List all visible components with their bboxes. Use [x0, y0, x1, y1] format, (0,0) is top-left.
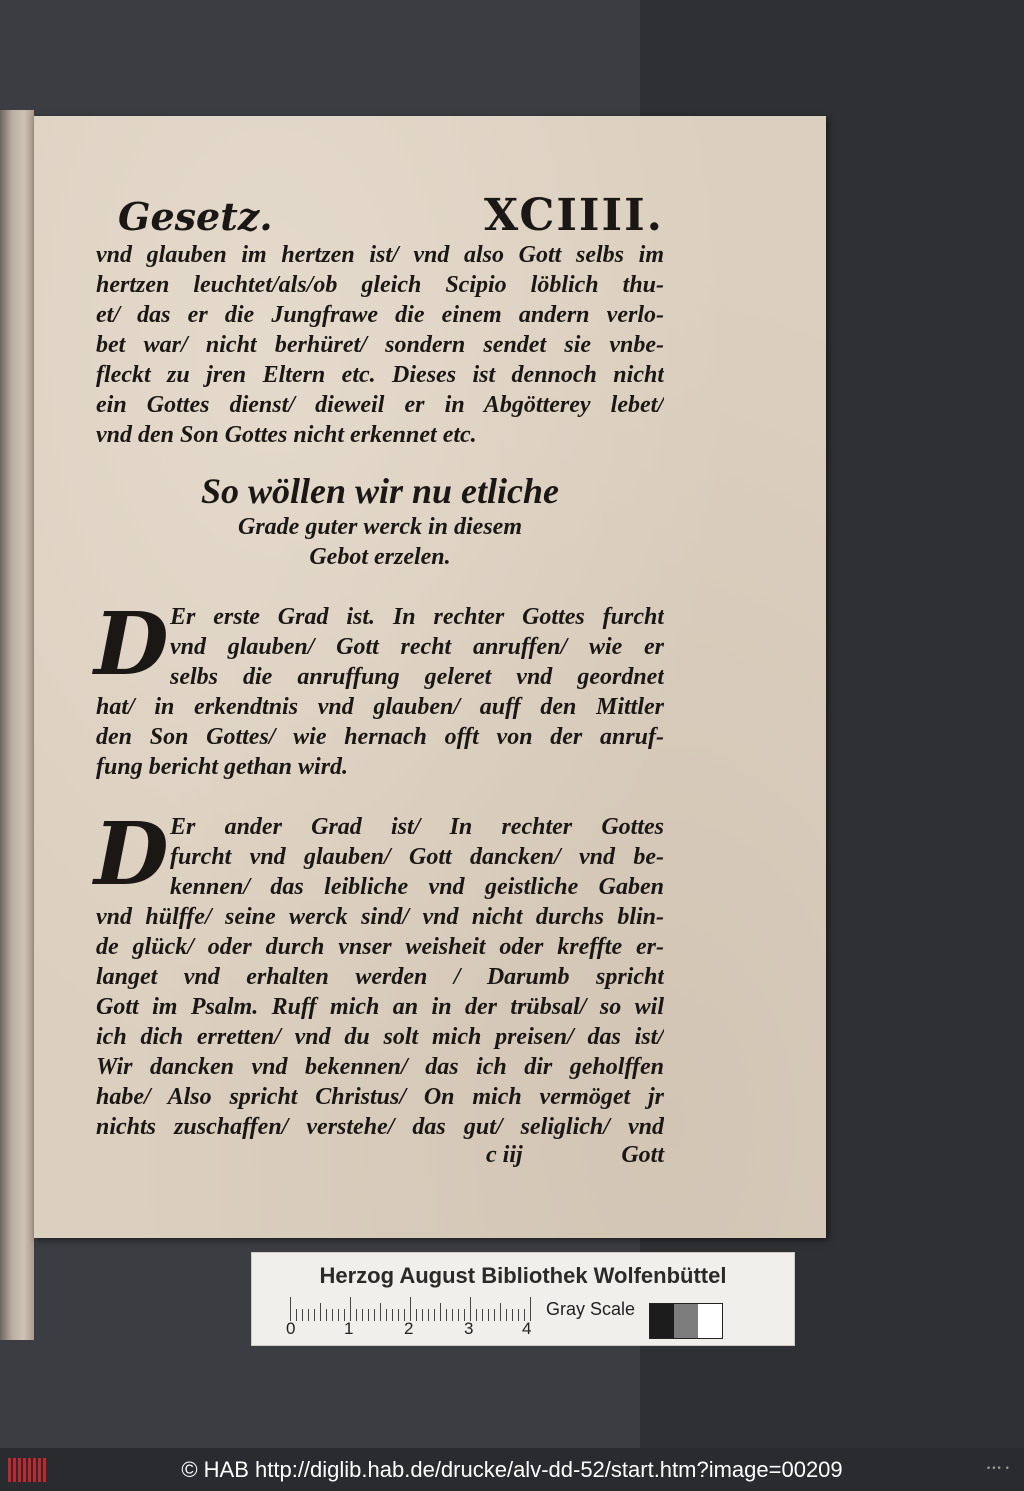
ruler-tick — [518, 1309, 519, 1321]
ruler-tick — [440, 1303, 441, 1321]
text-line: Er ander Grad ist/ In rechter Gottes — [170, 814, 664, 840]
book-page — [34, 116, 826, 1238]
page-footer-line — [96, 1142, 664, 1176]
viewer-footer — [0, 1448, 1024, 1491]
catchword: Gott — [621, 1142, 664, 1168]
ruler-tick — [422, 1309, 423, 1321]
text-line: den Son Gottes/ wie hernach offt von der anruf- — [96, 724, 664, 750]
ruler-tick — [506, 1309, 507, 1321]
text-line: kennen/ das leibliche vnd geistliche Gaben — [170, 874, 664, 900]
swatch-mid — [674, 1304, 698, 1338]
paragraph-second-grade — [94, 804, 664, 1142]
ruler-tick — [386, 1309, 387, 1321]
footer-dots-icon: ••• • — [985, 1464, 1010, 1474]
text-line: Wir dancken vnd bekennen/ das ich dir geholffen — [96, 1054, 664, 1080]
ruler-tick — [494, 1309, 495, 1321]
indented-lines — [94, 594, 664, 695]
ruler-tick — [410, 1297, 411, 1321]
ruler-tick — [530, 1297, 531, 1321]
section-heading — [96, 470, 664, 572]
text-line: et/ das er die Jungfrawe die einem andern verlo- — [96, 302, 664, 328]
ruler-tick — [428, 1309, 429, 1321]
text-line: habe/ Also spricht Christus/ On mich vermöget jr — [96, 1084, 664, 1110]
ruler-tick — [452, 1309, 453, 1321]
decorated-initial: D — [94, 804, 169, 905]
folio-number: XCIIII. — [483, 190, 664, 241]
ruler-number: 0 — [286, 1319, 296, 1338]
text-line: vnd den Son Gottes nicht erkennet etc. — [96, 422, 477, 448]
heading-line-3: Gebot erzelen. — [309, 544, 451, 570]
ruler-tick — [332, 1309, 333, 1321]
text-line: Er erste Grad ist. In rechter Gottes furcht — [170, 604, 664, 630]
ruler-tick — [290, 1297, 291, 1321]
page-header — [96, 188, 664, 240]
text-line: vnd glauben im hertzen ist/ vnd also Gott selbs im — [96, 242, 664, 268]
heading-line-1: So wöllen wir nu etliche — [200, 471, 560, 511]
ruler-tick — [380, 1303, 381, 1321]
copyright-link[interactable]: © HAB http://diglib.hab.de/drucke/alv-dd-52/start.htm?image=00209 — [181, 1457, 843, 1482]
ruler-tick — [362, 1309, 363, 1321]
ruler-tick — [326, 1309, 327, 1321]
top-paragraph — [96, 240, 664, 450]
text-line: vnd hülffe/ seine werck sind/ vnd nicht durchs blin- — [96, 904, 664, 930]
book-spine-edge — [0, 110, 34, 1340]
ruler-tick — [470, 1297, 471, 1321]
text-line: Gott im Psalm. Ruff mich an in der trübsal/ so wil — [96, 994, 664, 1020]
page-text-block — [96, 188, 664, 1176]
scale-ruler — [290, 1297, 540, 1321]
text-line: selbs die anruffung geleret vnd geordnet — [170, 664, 664, 690]
text-line: fung bericht gethan wird. — [96, 754, 349, 780]
ruler-tick — [416, 1309, 417, 1321]
ruler-tick — [374, 1309, 375, 1321]
ruler-tick — [500, 1303, 501, 1321]
ruler-tick — [350, 1297, 351, 1321]
running-title: Gesetz. — [118, 194, 273, 239]
ruler-tick — [314, 1309, 315, 1321]
text-line: nichts zuschaffen/ verstehe/ das gut/ seliglich/ vnd — [96, 1114, 664, 1140]
swatch-dark — [650, 1304, 674, 1338]
ruler-tick — [398, 1309, 399, 1321]
ruler-tick — [356, 1309, 357, 1321]
ruler-tick — [308, 1309, 309, 1321]
signature-mark: c iij — [486, 1142, 523, 1168]
decorated-initial: D — [94, 594, 169, 695]
ruler-tick — [512, 1309, 513, 1321]
heading-line-2: Grade guter werck in diesem — [238, 514, 522, 540]
ruler-tick — [368, 1309, 369, 1321]
ruler-tick — [392, 1309, 393, 1321]
indented-lines — [94, 804, 664, 905]
library-name: Herzog August Bibliothek Wolfenbüttel — [319, 1263, 727, 1288]
ruler-tick — [458, 1309, 459, 1321]
swatch-light — [698, 1304, 722, 1338]
ruler-number: 1 — [344, 1319, 354, 1338]
ruler-tick — [482, 1309, 483, 1321]
ruler-tick — [338, 1309, 339, 1321]
ruler-number: 4 — [522, 1319, 532, 1338]
text-line: langet vnd erhalten werden / Darumb spricht — [96, 964, 664, 990]
text-line: fleckt zu jren Eltern etc. Dieses ist dennoch nicht — [96, 362, 664, 388]
text-line: furcht vnd glauben/ Gott dancken/ vnd be- — [170, 844, 664, 870]
text-line: vnd glauben/ Gott recht anruffen/ wie er — [170, 634, 664, 660]
text-line: hat/ in erkendtnis vnd glauben/ auff den Mittler — [96, 694, 664, 720]
paragraph-first-grade — [94, 594, 664, 782]
ruler-tick — [476, 1309, 477, 1321]
ruler-tick — [446, 1309, 447, 1321]
gray-scale-label: Gray Scale — [546, 1299, 636, 1319]
ruler-number: 3 — [464, 1319, 474, 1338]
text-line: bet war/ nicht berhüret/ sondern sendet sie vnbe- — [96, 332, 664, 358]
text-line: ich dich erretten/ vnd du solt mich preisen/ das ist/ — [96, 1024, 664, 1050]
text-line: de glück/ oder durch vnser weisheit oder kreffte er- — [96, 934, 664, 960]
text-line: ein Gottes dienst/ dieweil er in Abgötterey lebet/ — [96, 392, 664, 418]
text-line: hertzen leuchtet/als/ob gleich Scipio löblich thu- — [96, 272, 664, 298]
ruler-tick — [488, 1309, 489, 1321]
ruler-tick — [320, 1303, 321, 1321]
ruler-tick — [296, 1309, 297, 1321]
ruler-tick — [434, 1309, 435, 1321]
gray-scale-swatch — [649, 1303, 723, 1339]
ruler-tick — [302, 1309, 303, 1321]
ruler-number: 2 — [404, 1319, 414, 1338]
color-calibration-card — [251, 1252, 795, 1346]
